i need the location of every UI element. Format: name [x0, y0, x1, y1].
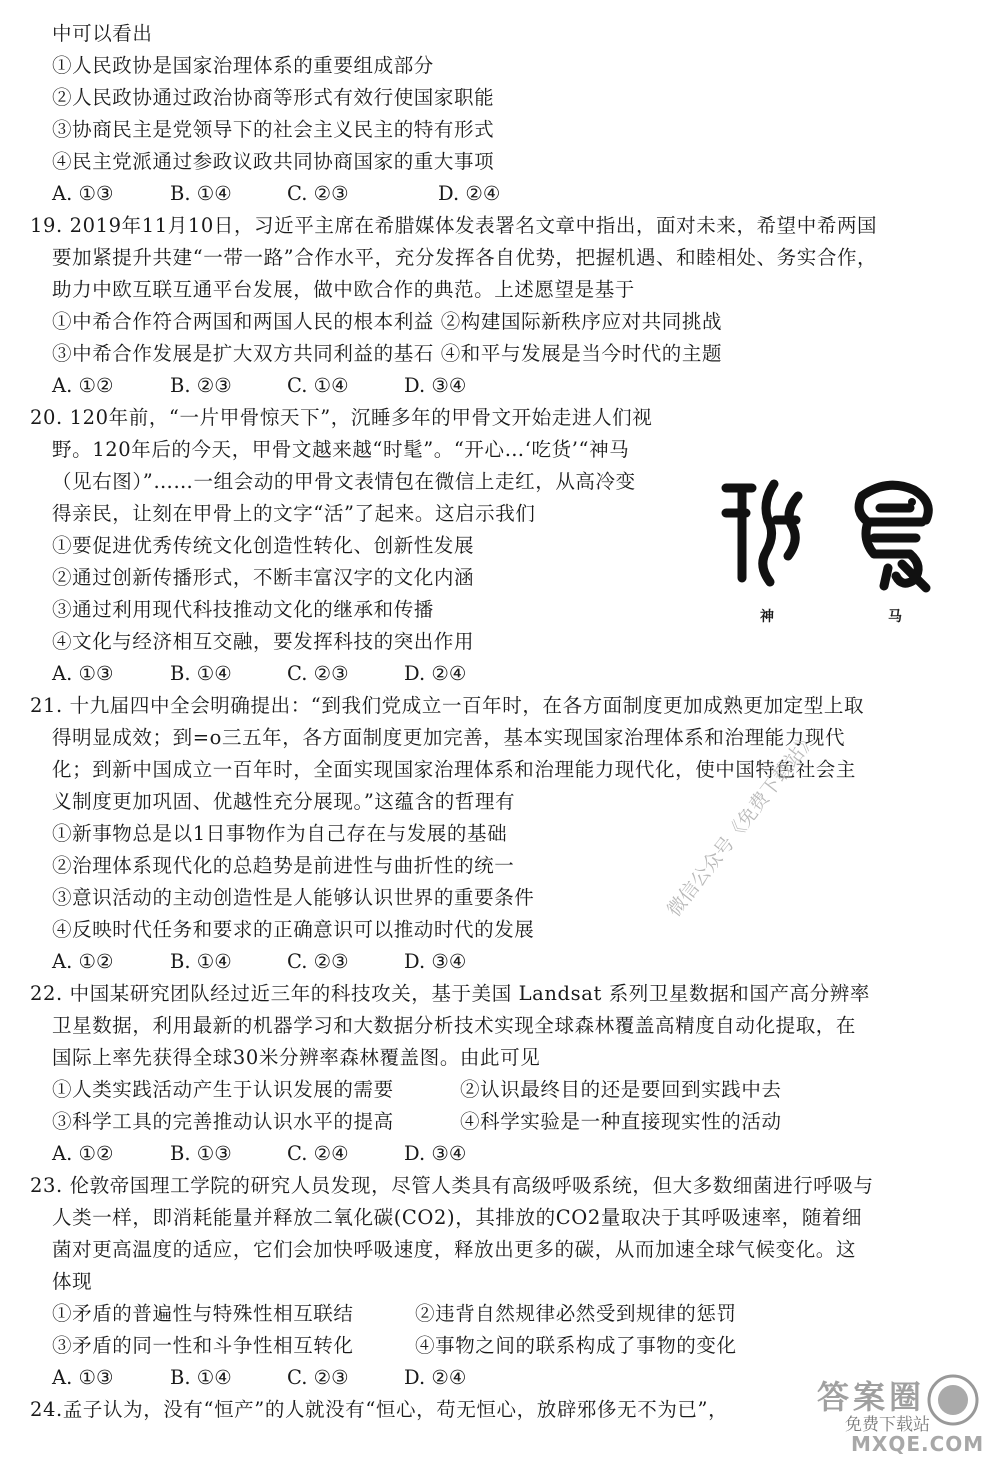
statement-4: ④文化与经济相互交融，要发挥科技的突出作用	[52, 630, 475, 653]
statement-4: ④民主党派通过参政议政共同协商国家的重大事项	[52, 150, 495, 173]
statement-4: ④科学实验是一种直接现实性的活动	[460, 1110, 782, 1133]
option-c: C. ①④	[287, 374, 349, 397]
text-line: 国际上率先获得全球30米分辨率森林覆盖图。由此可见	[52, 1046, 541, 1069]
option-c: C. ②③	[287, 662, 349, 685]
option-b: B. ①③	[170, 1142, 232, 1165]
text-line: 助力中欧互联互通平台发展，做中欧合作的典范。上述愿望是基于	[52, 278, 635, 301]
statement-4: ④事物之间的联系构成了事物的变化	[415, 1334, 737, 1357]
statement-1: ①要促进优秀传统文化创造性转化、创新性发展	[52, 534, 475, 557]
statement-4: ④反映时代任务和要求的正确意识可以推动时代的发展	[52, 918, 535, 941]
option-a: A. ①②	[52, 374, 114, 397]
answer-circle-logo	[795, 1370, 995, 1458]
option-a: A. ①③	[52, 182, 114, 205]
option-d: D. ③④	[404, 1142, 467, 1165]
question-19-stem: 19. 2019年11月10日，习近平主席在希腊媒体发表署名文章中指出，面对未来，希望中希两国	[30, 214, 878, 237]
figure-caption-right: 马	[888, 609, 902, 625]
statement-1: ①人民政协是国家治理体系的重要组成部分	[52, 54, 434, 77]
option-c: C. ②③	[287, 1366, 349, 1389]
oracle-bone-figure	[712, 468, 952, 638]
option-b: B. ①④	[170, 1366, 232, 1389]
option-d: D. ②④	[404, 1366, 467, 1389]
option-a: A. ①③	[52, 662, 114, 685]
option-b: B. ①④	[170, 662, 232, 685]
statement-2: ②人民政协通过政治协商等形式有效行使国家职能	[52, 86, 495, 109]
option-d: D. ③④	[404, 950, 467, 973]
statement-3: ③矛盾的同一性和斗争性相互转化	[52, 1334, 354, 1357]
question-21-stem: 21. 十九届四中全会明确提出：“到我们党成立一百年时，在各方面制度更加成熟更加定型上取	[30, 694, 865, 717]
question-24-stem: 24.孟子认为，没有“恒产”的人就没有“恒心，苟无恒心，放辟邪侈无不为已”，	[30, 1398, 729, 1421]
option-c: C. ②③	[287, 950, 349, 973]
statement-3: ③意识活动的主动创造性是人能够认识世界的重要条件	[52, 886, 535, 909]
option-a: A. ①③	[52, 1366, 114, 1389]
statement-2: ②违背自然规律必然受到规律的惩罚	[415, 1302, 737, 1325]
logo-title: 答案圈	[817, 1378, 926, 1416]
question-22-stem: 22. 中国某研究团队经过近三年的科技攻关，基于美国 Landsat 系列卫星数据和国产高分辨率	[30, 982, 870, 1005]
statement-1: ①矛盾的普遍性与特殊性相互联结	[52, 1302, 354, 1325]
statement-3: ③协商民主是党领导下的社会主义民主的特有形式	[52, 118, 495, 141]
option-d: D. ②④	[438, 182, 501, 205]
statement-3: ③通过利用现代科技推动文化的继承和传播	[52, 598, 434, 621]
option-a: A. ①②	[52, 1142, 114, 1165]
text-line: 卫星数据，利用最新的机器学习和大数据分析技术实现全球森林覆盖高精度自动化提取，在	[52, 1014, 857, 1037]
option-c: C. ②③	[287, 182, 349, 205]
statement-2: ②治理体系现代化的总趋势是前进性与曲折性的统一	[52, 854, 515, 877]
statement-1-2: ①中希合作符合两国和两国人民的根本利益 ②构建国际新秩序应对共同挑战	[52, 310, 723, 333]
text-line: 得亲民，让刻在甲骨上的文字“活”了起来。这启示我们	[52, 502, 536, 525]
option-d: D. ③④	[404, 374, 467, 397]
statement-3-4: ③中希合作发展是扩大双方共同利益的基石 ④和平与发展是当今时代的主题	[52, 342, 723, 365]
option-d: D. ②④	[404, 662, 467, 685]
text-line: 义制度更加巩固、优越性充分展现。”这蕴含的哲理有	[52, 790, 516, 813]
figure-caption-left: 神	[760, 609, 774, 625]
text-line: 化；到新中国成立一百年时，全面实现国家治理体系和治理能力现代化，使中国特色社会主	[52, 758, 857, 781]
text-line: 人类一样，即消耗能量并释放二氧化碳(CO2)，其排放的CO2量取决于其呼吸速率，随着细	[52, 1206, 863, 1229]
statement-1: ①人类实践活动产生于认识发展的需要	[52, 1078, 394, 1101]
statement-2: ②认识最终目的还是要回到实践中去	[460, 1078, 782, 1101]
statement-2: ②通过创新传播形式，不断丰富汉字的文化内涵	[52, 566, 475, 589]
question-20-stem: 20. 120年前，“一片甲骨惊天下”，沉睡多年的甲骨文开始走进人们视	[30, 406, 653, 429]
text-line: 体现	[52, 1270, 93, 1293]
option-b: B. ②③	[170, 374, 232, 397]
option-a: A. ①②	[52, 950, 114, 973]
text-line: 得明显成效；到=o三五年，各方面制度更加完善，基本实现国家治理体系和治理能力现代	[52, 726, 846, 749]
statement-3: ③科学工具的完善推动认识水平的提高	[52, 1110, 394, 1133]
question-23-stem: 23. 伦敦帝国理工学院的研究人员发现，尽管人类具有高级呼吸系统，但大多数细菌进行呼吸与	[30, 1174, 874, 1197]
text-line: 菌对更高温度的适应，它们会加快呼吸速度，释放出更多的碳，从而加速全球气候变化。这	[52, 1238, 857, 1261]
option-b: B. ①④	[170, 182, 232, 205]
logo-subtitle: 免费下载站	[845, 1415, 930, 1435]
text-line: 野。120年后的今天，甲骨文越来越“时髦”。“开心…‘吃货’“神马	[52, 438, 630, 461]
logo-site: MXQE.COM	[851, 1432, 985, 1456]
text-line: （见右图）”……一组会动的甲骨文表情包在微信上走红，从高冷变	[52, 470, 636, 493]
option-b: B. ①④	[170, 950, 232, 973]
text-line: 中可以看出	[52, 22, 153, 45]
text-line: 要加紧提升共建“一带一路”合作水平，充分发挥各自优势，把握机遇、和睦相处、务实合作，	[52, 246, 878, 269]
oracle-bone-glyphs-icon	[712, 468, 952, 598]
option-c: C. ②④	[287, 1142, 349, 1165]
diagonal-watermark: 微信公众号《免费下载站》	[663, 727, 821, 922]
statement-1: ①新事物总是以1日事物作为自己存在与发展的基础	[52, 822, 508, 845]
